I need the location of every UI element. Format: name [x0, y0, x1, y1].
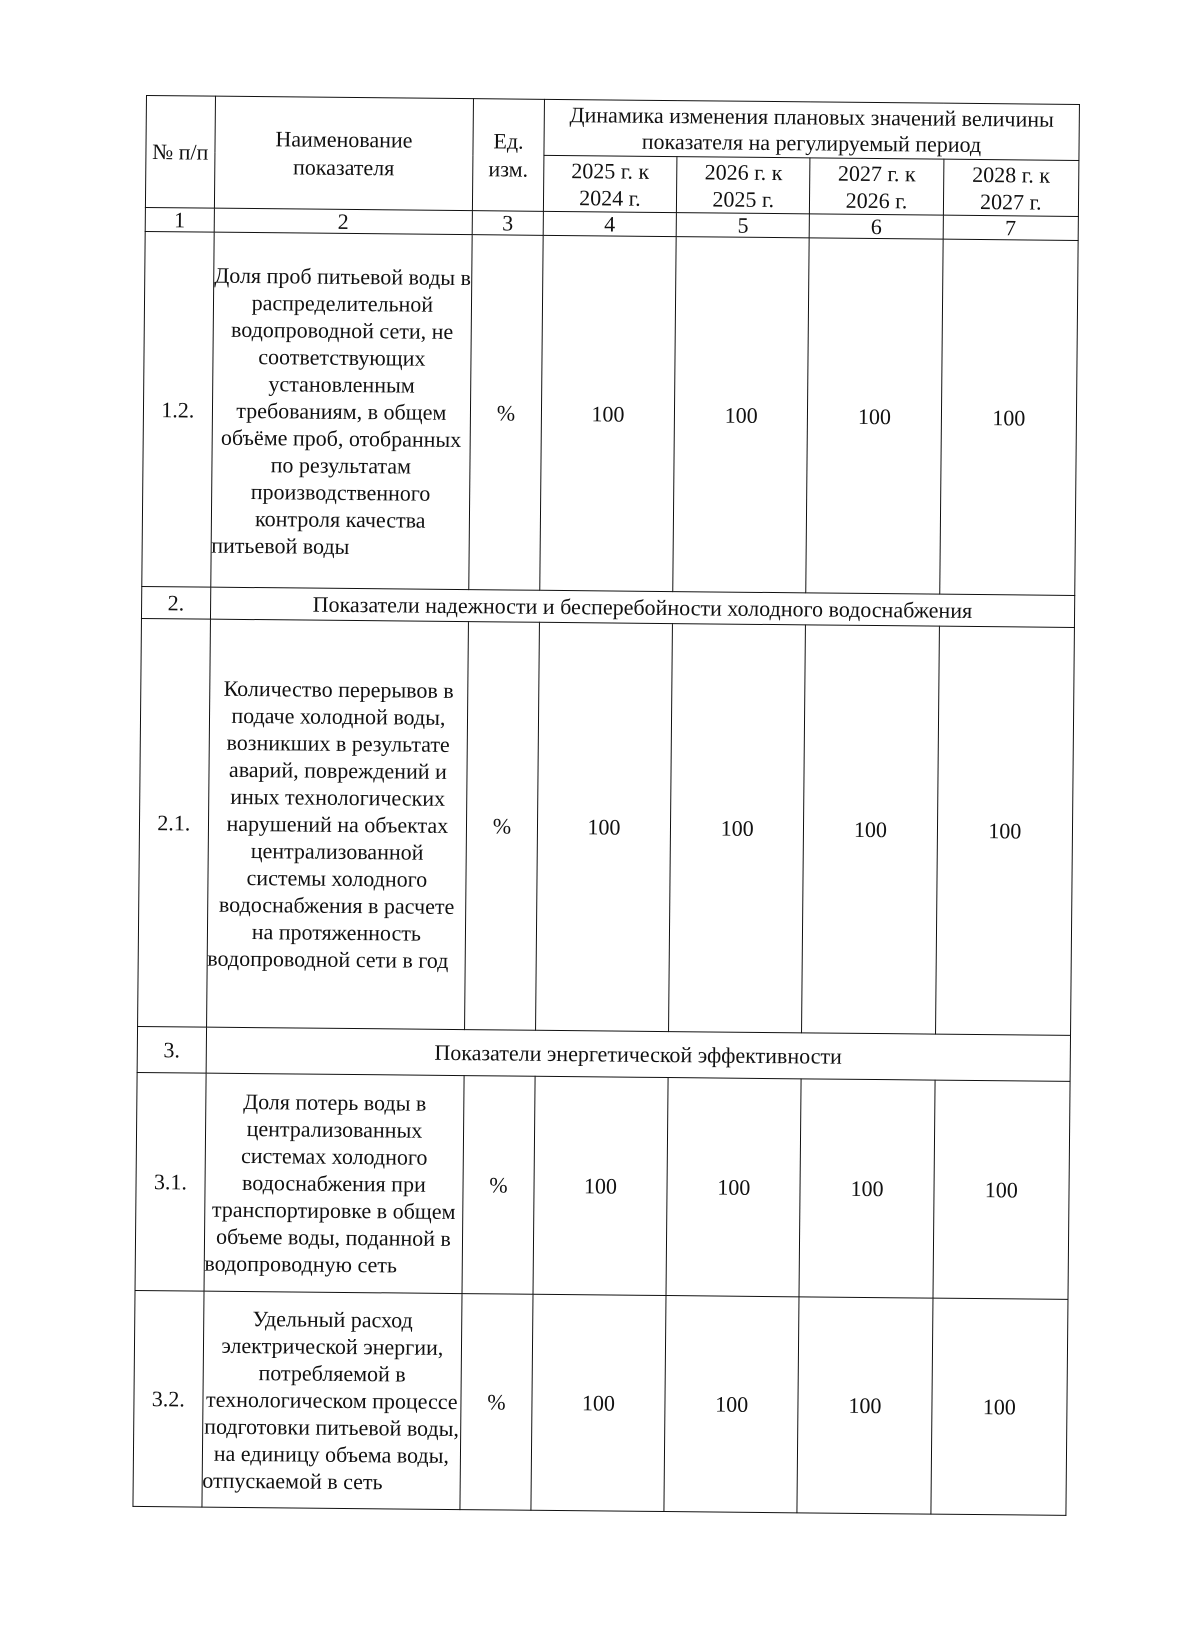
value-cell: 100: [802, 625, 939, 1034]
column-number: 2: [214, 208, 473, 234]
indicator-name: Доля проб питьевой воды в распределительной водопроводной сети, не соответствующих установленным требованиям, в общем объёме проб, отобранных по результатам производственного контроля качества питьевой воды: [210, 232, 472, 589]
indicator-name: Доля потерь воды в централизованных системах холодного водоснабжения при транспортировке в общем объеме воды, поданной в водопроводную сеть: [204, 1073, 465, 1293]
year-line2: 2026 г.: [845, 187, 908, 213]
table-row: [135, 1072, 1070, 1299]
unit-cell: %: [460, 1294, 533, 1511]
year-line1: 2025 г. к: [571, 157, 650, 184]
row-number: 3.2.: [133, 1290, 204, 1507]
row-number: 1.2.: [142, 231, 214, 587]
section-number: 3.: [137, 1026, 206, 1073]
indicator-name: Количество перерывов в подаче холодной воды, возникших в результате аварий, повреждений и иных технологических нарушений на объектах централизованной системы холодного водоснабжения в расчете на протяженность водопроводной сети в год: [206, 619, 468, 1029]
unit-cell: %: [462, 1076, 535, 1295]
value-cell: 100: [669, 624, 806, 1033]
year-line1: 2028 г. к: [972, 161, 1051, 188]
value-cell: 100: [540, 235, 677, 591]
column-number: 5: [676, 213, 810, 238]
year-line2: 2027 г.: [979, 188, 1042, 215]
column-number: 6: [810, 214, 944, 239]
column-number: 1: [145, 207, 214, 232]
table-row: [138, 618, 1075, 1035]
header-name-cell: [214, 96, 474, 210]
value-cell: 100: [666, 1078, 801, 1297]
value-cell: 100: [535, 622, 672, 1031]
unit-cell: %: [469, 235, 543, 591]
value-cell: 100: [531, 1294, 666, 1511]
header-row: [146, 96, 1079, 161]
header-year-cell: [810, 158, 944, 215]
section-title: Показатели надежности и бесперебойности холодного водоснабжения: [210, 587, 1075, 627]
row-number: 3.1.: [135, 1072, 206, 1291]
unit-cell: %: [465, 622, 540, 1031]
header-year-cell: [543, 155, 677, 212]
value-cell: 100: [806, 238, 943, 594]
value-cell: 100: [799, 1079, 934, 1298]
year-line2: 2024 г.: [579, 184, 641, 211]
section-title: Показатели энергетической эффективности: [206, 1027, 1071, 1081]
value-cell: 100: [935, 626, 1074, 1035]
value-cell: 100: [939, 239, 1078, 595]
year-line1: 2026 г. к: [704, 158, 783, 185]
value-cell: 100: [673, 237, 810, 593]
value-cell: 100: [533, 1076, 668, 1295]
value-cell: 100: [931, 1298, 1068, 1515]
column-number: 7: [943, 215, 1079, 240]
indicator-name: Удельный расход электрической энергии, потребляемой в технологическом процессе подготовки питьевой воды, на единицу объема воды, отпускаемой в сеть: [202, 1291, 463, 1509]
column-number: 4: [543, 211, 677, 236]
table-row: [133, 1290, 1068, 1515]
year-line2: 2025 г.: [712, 185, 775, 212]
header-year-cell: [943, 159, 1079, 216]
header-num-label: № п/п: [152, 138, 209, 165]
section-number: 2.: [141, 586, 210, 619]
header-period-label: Динамика изменения плановых значений величины показателя на регулируемый период: [569, 101, 1054, 157]
header-name-label: Наименование показателя: [275, 125, 413, 180]
indicators-table: [132, 95, 1080, 1516]
header-year-cell: [676, 157, 810, 214]
header-period-cell: [544, 99, 1080, 160]
table-row: [142, 231, 1078, 595]
header-unit-label: Ед. изм.: [488, 127, 529, 182]
value-cell: 100: [664, 1296, 799, 1513]
year-line1: 2027 г. к: [837, 160, 916, 186]
row-number: 2.1.: [138, 618, 211, 1027]
column-number: 3: [472, 211, 543, 236]
header-unit-cell: [473, 99, 545, 212]
value-cell: 100: [933, 1080, 1070, 1299]
header-num-cell: [145, 96, 215, 209]
value-cell: 100: [797, 1297, 932, 1514]
